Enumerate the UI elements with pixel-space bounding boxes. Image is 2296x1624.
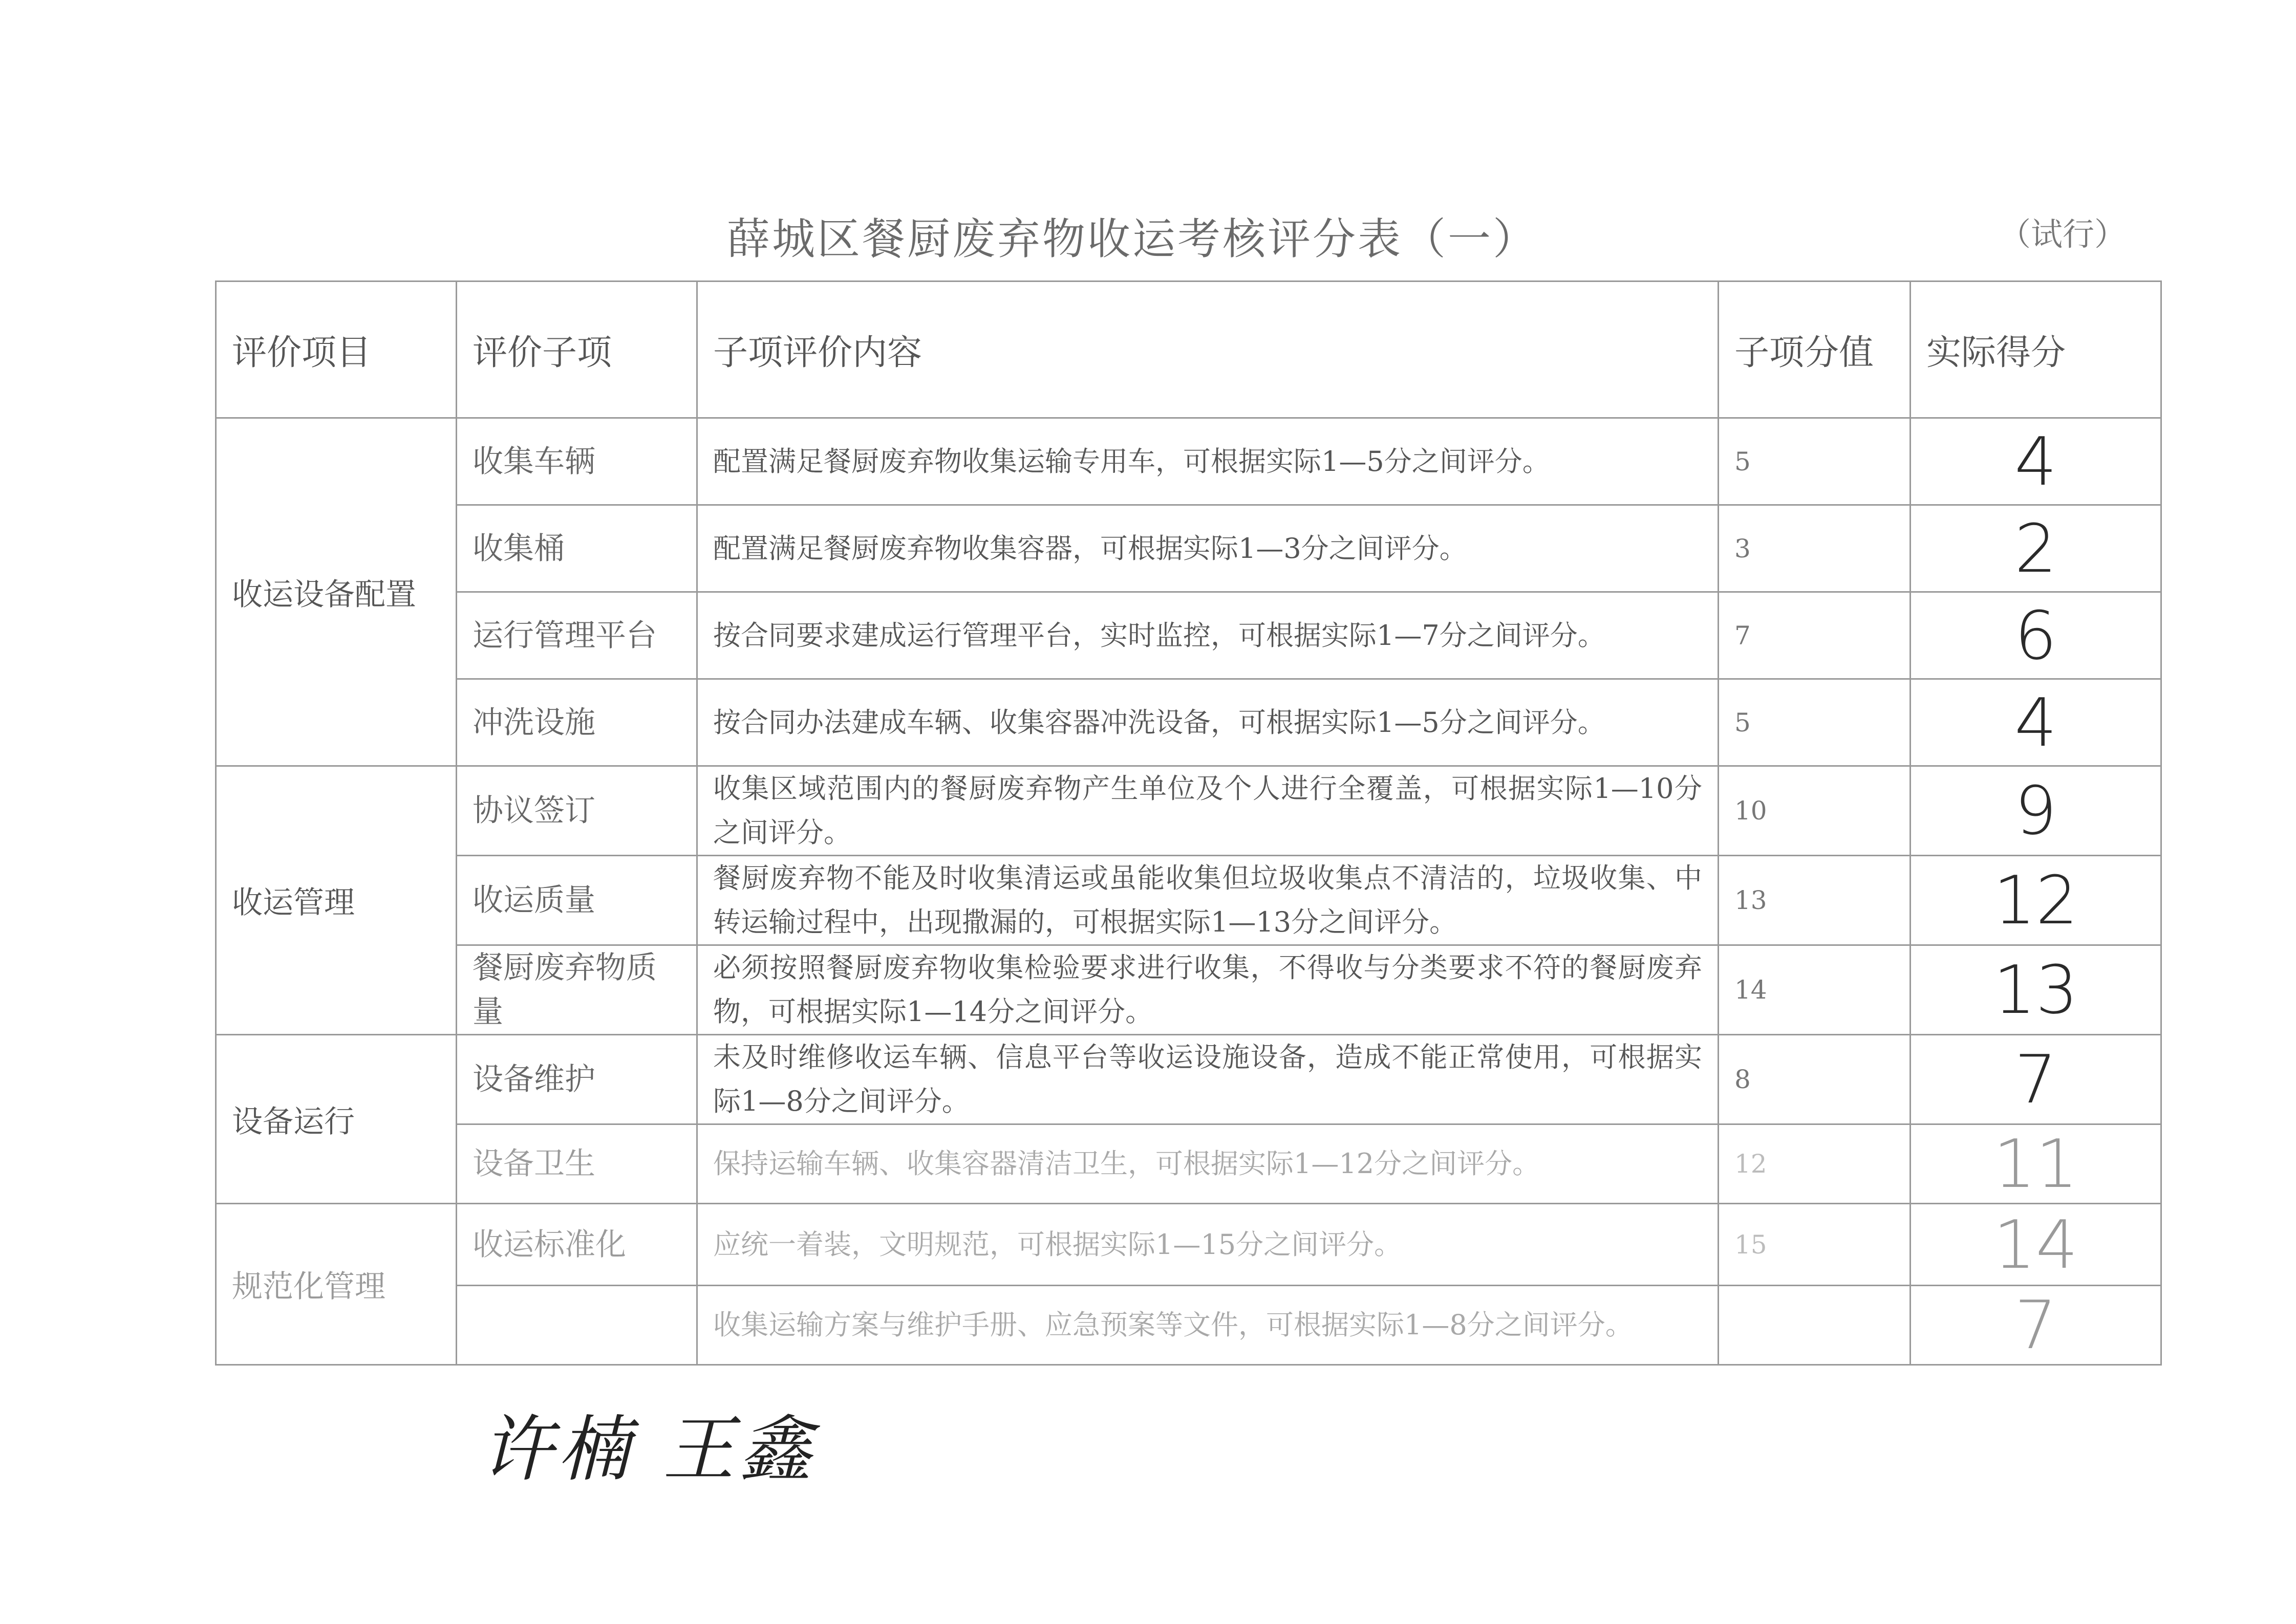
category-management: 收运管理 bbox=[216, 766, 457, 1035]
row-sub: 设备维护 bbox=[457, 1035, 697, 1124]
row-sub: 收运标准化 bbox=[457, 1204, 697, 1286]
row-content: 未及时维修收运车辆、信息平台等收运设施设备，造成不能正常使用，可根据实际1—8分之间评分。 bbox=[697, 1035, 1719, 1124]
row-value: 7 bbox=[1719, 592, 1911, 679]
row-actual-score: 13 bbox=[1911, 945, 2161, 1035]
row-value: 14 bbox=[1719, 945, 1911, 1035]
row-value: 5 bbox=[1719, 418, 1911, 505]
signature-text: 许楠 王鑫 bbox=[481, 1408, 817, 1491]
row-value: 13 bbox=[1719, 856, 1911, 945]
row-content: 餐厨废弃物不能及时收集清运或虽能收集但垃圾收集点不清洁的，垃圾收集、中转运输过程中，出现撒漏的，可根据实际1—13分之间评分。 bbox=[697, 856, 1719, 945]
row-actual-score: 4 bbox=[1911, 418, 2161, 505]
row-content: 配置满足餐厨废弃物收集容器，可根据实际1—3分之间评分。 bbox=[697, 505, 1719, 592]
table-row bbox=[216, 1286, 2161, 1365]
row-content: 配置满足餐厨废弃物收集运输专用车，可根据实际1—5分之间评分。 bbox=[697, 418, 1719, 505]
table-header-row bbox=[216, 282, 2161, 418]
row-content: 保持运输车辆、收集容器清洁卫生，可根据实际1—12分之间评分。 bbox=[697, 1124, 1719, 1204]
table-row bbox=[216, 945, 2161, 1035]
table-row bbox=[216, 505, 2161, 592]
row-value: 12 bbox=[1719, 1124, 1911, 1204]
header-item: 评价项目 bbox=[216, 282, 457, 418]
header-content: 子项评价内容 bbox=[697, 282, 1719, 418]
row-actual-score: 7 bbox=[1911, 1035, 2161, 1124]
header-actual: 实际得分 bbox=[1911, 282, 2161, 418]
table-row bbox=[216, 1124, 2161, 1204]
row-actual-score: 4 bbox=[1911, 679, 2161, 766]
score-table bbox=[215, 280, 2162, 1366]
row-sub: 协议签订 bbox=[457, 766, 697, 856]
table-row bbox=[216, 592, 2161, 679]
row-actual-score: 2 bbox=[1911, 505, 2161, 592]
category-standardization: 规范化管理 bbox=[216, 1204, 457, 1365]
table-row bbox=[216, 679, 2161, 766]
category-equipment: 收运设备配置 bbox=[216, 418, 457, 766]
table-row bbox=[216, 1035, 2161, 1124]
header-sub: 评价子项 bbox=[457, 282, 697, 418]
row-sub: 餐厨废弃物质量 bbox=[457, 945, 697, 1035]
row-value: 5 bbox=[1719, 679, 1911, 766]
row-sub: 收集车辆 bbox=[457, 418, 697, 505]
row-content: 应统一着装，文明规范，可根据实际1—15分之间评分。 bbox=[697, 1204, 1719, 1286]
table-row bbox=[216, 418, 2161, 505]
row-content: 按合同办法建成车辆、收集容器冲洗设备，可根据实际1—5分之间评分。 bbox=[697, 679, 1719, 766]
row-sub: 运行管理平台 bbox=[457, 592, 697, 679]
document-title: 薛城区餐厨废弃物收运考核评分表（一） bbox=[727, 214, 1538, 264]
row-sub: 冲洗设施 bbox=[457, 679, 697, 766]
row-value: 3 bbox=[1719, 505, 1911, 592]
row-actual-score: 6 bbox=[1911, 592, 2161, 679]
row-actual-score: 11 bbox=[1911, 1124, 2161, 1204]
row-actual-score: 14 bbox=[1911, 1204, 2161, 1286]
row-actual-score: 9 bbox=[1911, 766, 2161, 856]
row-content: 必须按照餐厨废弃物收集检验要求进行收集，不得收与分类要求不符的餐厨废弃物，可根据实际1—14分之间评分。 bbox=[697, 945, 1719, 1035]
row-content: 收集区域范围内的餐厨废弃物产生单位及个人进行全覆盖，可根据实际1—10分之间评分。 bbox=[697, 766, 1719, 856]
row-sub: 设备卫生 bbox=[457, 1124, 697, 1204]
table-row bbox=[216, 766, 2161, 856]
row-sub: 收运质量 bbox=[457, 856, 697, 945]
table-row bbox=[216, 1204, 2161, 1286]
row-value: 15 bbox=[1719, 1204, 1911, 1286]
row-sub: 收集桶 bbox=[457, 505, 697, 592]
table-row bbox=[216, 856, 2161, 945]
header-value: 子项分值 bbox=[1719, 282, 1911, 418]
category-operation: 设备运行 bbox=[216, 1035, 457, 1204]
row-value bbox=[1719, 1286, 1911, 1365]
row-value: 10 bbox=[1719, 766, 1911, 856]
row-content: 按合同要求建成运行管理平台，实时监控，可根据实际1—7分之间评分。 bbox=[697, 592, 1719, 679]
trial-note: （试行） bbox=[1999, 215, 2127, 253]
handwritten-signature bbox=[481, 1392, 891, 1495]
row-actual-score: 7 bbox=[1911, 1286, 2161, 1365]
row-content: 收集运输方案与维护手册、应急预案等文件，可根据实际1—8分之间评分。 bbox=[697, 1286, 1719, 1365]
row-value: 8 bbox=[1719, 1035, 1911, 1124]
row-sub bbox=[457, 1286, 697, 1365]
row-actual-score: 12 bbox=[1911, 856, 2161, 945]
